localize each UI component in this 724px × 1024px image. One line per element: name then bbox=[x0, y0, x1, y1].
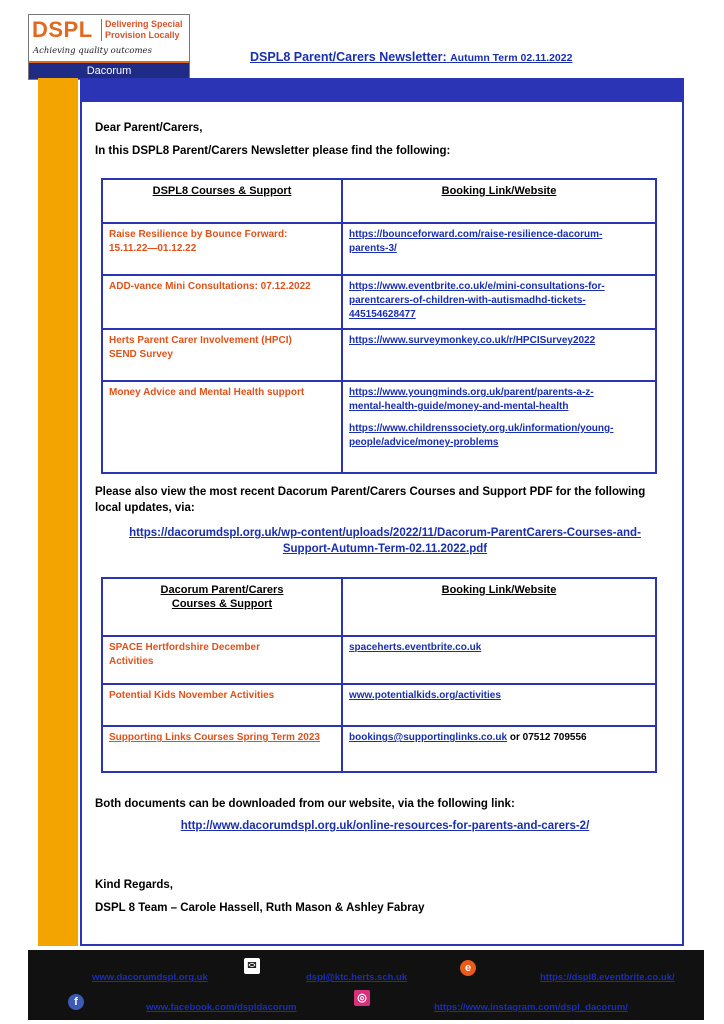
title-main: DSPL8 Parent/Carers Newsletter: bbox=[250, 50, 447, 64]
course-name-line: Activities bbox=[109, 656, 154, 667]
course-name-line: Potential Kids November Activities bbox=[109, 690, 275, 701]
booking-link-line[interactable]: https://www.surveymonkey.co.uk/r/HPCISurvey2022 bbox=[349, 335, 596, 346]
facebook-icon: f bbox=[68, 994, 84, 1010]
dspl8-courses-table bbox=[101, 178, 657, 474]
booking-link-line[interactable]: https://www.youngminds.org.uk/parent/parents-a-z- bbox=[349, 387, 594, 398]
booking-link-line[interactable]: mental-health-guide/money-and-mental-health bbox=[349, 401, 569, 412]
course-name-line: SEND Survey bbox=[109, 349, 173, 360]
course-name bbox=[102, 684, 342, 726]
table2-header-line: Dacorum Parent/Carers bbox=[160, 584, 284, 596]
logo-text: DSPL bbox=[32, 17, 93, 42]
booking-link-line[interactable]: https://www.childrenssociety.org.uk/information/young- bbox=[349, 423, 614, 434]
course-date-line: 15.11.22—01.12.22 bbox=[109, 243, 197, 254]
course-name bbox=[102, 381, 342, 473]
booking-link-line[interactable]: spaceherts.eventbrite.co.uk bbox=[349, 642, 482, 653]
booking-link[interactable] bbox=[342, 381, 656, 473]
booking-link-line[interactable]: parents-3/ bbox=[349, 243, 397, 254]
footer-facebook-link[interactable]: www.facebook.com/dspldacorum bbox=[146, 1002, 297, 1013]
table-row bbox=[102, 275, 656, 329]
table1-header-link: Booking Link/Website bbox=[342, 179, 656, 223]
table-row bbox=[102, 223, 656, 275]
course-name bbox=[102, 636, 342, 684]
download-text: Both documents can be downloaded from our website, via the following link: bbox=[95, 798, 515, 810]
download-link[interactable]: http://www.dacorumdspl.org.uk/online-resources-for-parents-and-carers-2/ bbox=[180, 820, 590, 832]
frame-top-bar bbox=[82, 80, 682, 102]
booking-link-line[interactable]: https://bounceforward.com/raise-resilience-dacorum- bbox=[349, 229, 603, 240]
instagram-icon: ◎ bbox=[354, 990, 370, 1006]
booking-link[interactable] bbox=[342, 329, 656, 381]
course-name-line: Money Advice and Mental Health support bbox=[109, 387, 305, 398]
regards: Kind Regards, bbox=[95, 879, 173, 891]
footer-instagram-link[interactable]: https://www.instagram.com/dspl_dacorum/ bbox=[434, 1002, 628, 1013]
table2-header-line: Courses & Support bbox=[171, 598, 273, 610]
course-name bbox=[102, 275, 342, 329]
middle-text: Please also view the most recent Dacorum Parent/Carers Courses and Support PDF for the following local updates, via: bbox=[95, 486, 646, 514]
eventbrite-icon: e bbox=[460, 960, 476, 976]
signature: DSPL 8 Team – Carole Hassell, Ruth Mason & Ashley Fabray bbox=[95, 902, 425, 914]
email-icon: ✉ bbox=[244, 958, 260, 974]
footer-bar bbox=[28, 950, 704, 1020]
footer-eventbrite-link[interactable]: https://dspl8.eventbrite.co.uk/ bbox=[540, 972, 675, 983]
title-term: Autumn Term 02.11.2022 bbox=[450, 52, 573, 64]
booking-email-link[interactable]: bookings@supportinglinks.co.uk bbox=[349, 732, 508, 743]
dspl-logo bbox=[28, 14, 190, 80]
dacorum-courses-table bbox=[101, 577, 657, 773]
logo-motto: Achieving quality outcomes bbox=[33, 46, 152, 56]
table-row bbox=[102, 381, 656, 473]
footer-email-link[interactable]: dspl@ktc.herts.sch.uk bbox=[306, 972, 408, 983]
logo-area: Dacorum bbox=[29, 63, 189, 79]
booking-link-line[interactable]: people/advice/money-problems bbox=[349, 437, 499, 448]
course-name bbox=[102, 223, 342, 275]
booking-link-line[interactable]: https://www.eventbrite.co.uk/e/mini-consultations-for- bbox=[349, 281, 605, 292]
table2-header-courses bbox=[102, 578, 342, 636]
table1-header-courses: DSPL8 Courses & Support bbox=[102, 179, 342, 223]
booking-link[interactable] bbox=[342, 684, 656, 726]
table-row bbox=[102, 636, 656, 684]
table-row bbox=[102, 726, 656, 772]
course-name-line: SPACE Hertfordshire December bbox=[109, 642, 260, 653]
booking-link[interactable] bbox=[342, 275, 656, 329]
greeting: Dear Parent/Carers, bbox=[95, 122, 203, 134]
logo-tagline: Delivering Special Provision Locally bbox=[101, 19, 191, 41]
course-name bbox=[102, 726, 342, 772]
booking-link[interactable] bbox=[342, 726, 656, 772]
pdf-link[interactable] bbox=[95, 525, 675, 557]
booking-phone: or 07512 709556 bbox=[507, 732, 587, 743]
course-name-line: Supporting Links Courses Spring Term 2023 bbox=[109, 732, 320, 743]
course-name bbox=[102, 329, 342, 381]
booking-link[interactable] bbox=[342, 223, 656, 275]
pdf-link-line[interactable]: https://dacorumdspl.org.uk/wp-content/uploads/2022/11/Dacorum-ParentCarers-Courses-and- bbox=[129, 527, 641, 539]
download-link-wrap[interactable] bbox=[95, 818, 675, 834]
footer-website-link[interactable]: www.dacorumdspl.org.uk bbox=[92, 972, 208, 983]
course-name-line: ADD-vance Mini Consultations: 07.12.2022 bbox=[109, 281, 311, 292]
table-row bbox=[102, 329, 656, 381]
course-name-line: Herts Parent Carer Involvement (HPCI) bbox=[109, 335, 292, 346]
booking-link-line[interactable]: 445154628477 bbox=[349, 309, 416, 320]
course-name-line: Raise Resilience by Bounce Forward: bbox=[109, 229, 288, 240]
table-row bbox=[102, 684, 656, 726]
pdf-link-line[interactable]: Support-Autumn-Term-02.11.2022.pdf bbox=[282, 543, 488, 555]
booking-link-line[interactable]: www.potentialkids.org/activities bbox=[349, 690, 501, 701]
intro-text: In this DSPL8 Parent/Carers Newsletter please find the following: bbox=[95, 145, 451, 157]
newsletter-title bbox=[250, 50, 572, 64]
booking-link-line[interactable]: parentcarers-of-children-with-autismadhd-tickets- bbox=[349, 295, 586, 306]
table2-header-link: Booking Link/Website bbox=[342, 578, 656, 636]
side-accent-bar bbox=[38, 78, 78, 946]
booking-link[interactable] bbox=[342, 636, 656, 684]
